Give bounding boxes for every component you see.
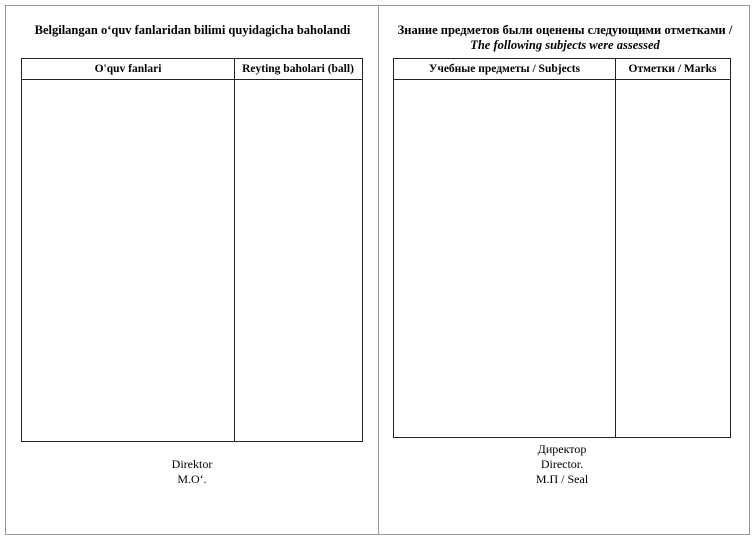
seal-label: М.П / Seal <box>535 472 589 486</box>
column-header-subjects: Учебные предметы / Subjects <box>428 63 581 75</box>
right-title-en: The following subjects were assessed <box>470 38 660 52</box>
director-label-ru: Директор <box>537 442 587 456</box>
left-grades-table <box>21 58 363 442</box>
director-label-en: Director. <box>540 457 584 471</box>
column-header-subjects: O'quv fanlari <box>94 63 162 75</box>
left-signature <box>21 457 363 487</box>
column-header-ratings: Reyting baholari (ball) <box>242 63 354 75</box>
column-divider <box>234 59 235 441</box>
right-grades-table <box>393 58 731 438</box>
column-divider <box>615 59 616 437</box>
left-title: Belgilangan o‘quv fanlaridan bilimi quyidagicha baholandi <box>34 23 351 37</box>
right-signature <box>393 442 731 487</box>
right-title <box>385 23 745 53</box>
column-header-marks: Отметки / Marks <box>628 63 717 75</box>
page-divider <box>378 5 379 535</box>
seal-label: M.O‘. <box>177 472 207 486</box>
director-label: Direktor <box>171 457 213 471</box>
right-title-ru: Знание предметов были оценены следующими отметками / <box>397 23 733 37</box>
